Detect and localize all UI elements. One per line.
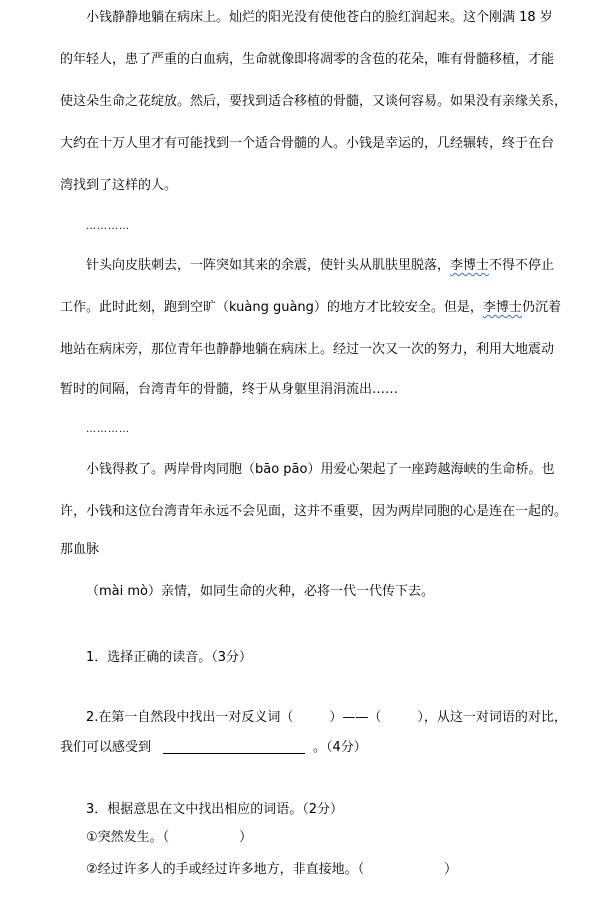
text-span: ①突然发生。（ [86,830,170,845]
text-span-marked: 李博士 [482,300,522,315]
text-span: 2.在第一自然段中找出一对反义词（ [86,710,294,725]
paragraph-1-line-3: 使这朵生命之花绽放。然后，要找到适合移植的骨髓，又谈何容易。如果没有亲缘关系， [60,94,568,109]
text-span: 工作。此时此刻，跑到空旷（kuàng guàng）的地方才比较安全。但是， [60,300,483,315]
text-span: ②经过许多人的手或经过许多地方，非直接地。（ [86,862,365,877]
paragraph-1-line-4: 大约在十万人里才有可能找到一个适合骨髓的人。小钱是幸运的，几经辗转，终于在台 [60,136,555,151]
paragraph-3-line-3: 那血脉 [60,542,100,557]
ellipsis-separator: ………… [86,424,130,435]
text-span-marked: 李博士 [450,258,490,273]
text-span: 我们可以感受到 [60,740,152,755]
text-span: 不得不停止 [489,258,555,273]
question-3-item-1 [86,828,252,848]
ellipsis-separator: ………… [86,221,130,232]
text-span: ），从这一对词语的对比， [417,710,567,725]
question-1: 1．选择正确的读音。（3分） [86,650,253,665]
text-span: ）——（ [329,710,382,725]
question-3-item-2 [86,860,457,880]
paragraph-1-line-5: 湾找到了这样的人。 [60,178,178,193]
text-span: 。（4分） [313,740,367,755]
paragraph-2-line-1 [86,256,554,276]
paragraph-1-line-2: 的年轻人，患了严重的白血病，生命就像即将凋零的含苞的花朵，唯有骨髓移植，才能 [60,52,555,67]
paragraph-3-line-1: 小钱得救了。两岸骨肉同胞（bāo pāo）用爱心架起了一座跨越海峡的生命桥。也 [86,462,555,477]
paragraph-3-line-2: 许，小钱和这位台湾青年永远不会见面，这并不重要，因为两岸同胞的心是连在一起的。 [60,504,568,519]
question-2-line-2 [60,738,367,758]
paragraph-3-line-4: （mài mò）亲情，如同生命的火种，必将一代一代传下去。 [86,584,434,599]
answer-underline-blank[interactable] [163,739,305,754]
text-span: ） [239,830,253,845]
paragraph-2-line-4: 暂时的间隔，台湾青年的骨髓，终于从身躯里涓涓流出…… [60,382,399,397]
paragraph-2-line-2 [60,298,561,318]
text-span: ） [444,862,458,877]
question-3: 3．根据意思在文中找出相应的词语。（2分） [86,802,344,817]
paragraph-2-line-3: 地站在病床旁，那位青年也静静地躺在病床上。经过一次又一次的努力，利用大地震动 [60,342,555,357]
text-span: 仍沉着 [521,300,561,315]
paragraph-1-line-1: 小钱静静地躺在病床上。灿烂的阳光没有使他苍白的脸红润起来。这个刚满 18 岁 [86,10,553,25]
text-span: 针头向皮肤刺去，一阵突如其来的余震，使针头从肌肤里脱落， [86,258,451,273]
question-2-line-1 [86,708,567,728]
